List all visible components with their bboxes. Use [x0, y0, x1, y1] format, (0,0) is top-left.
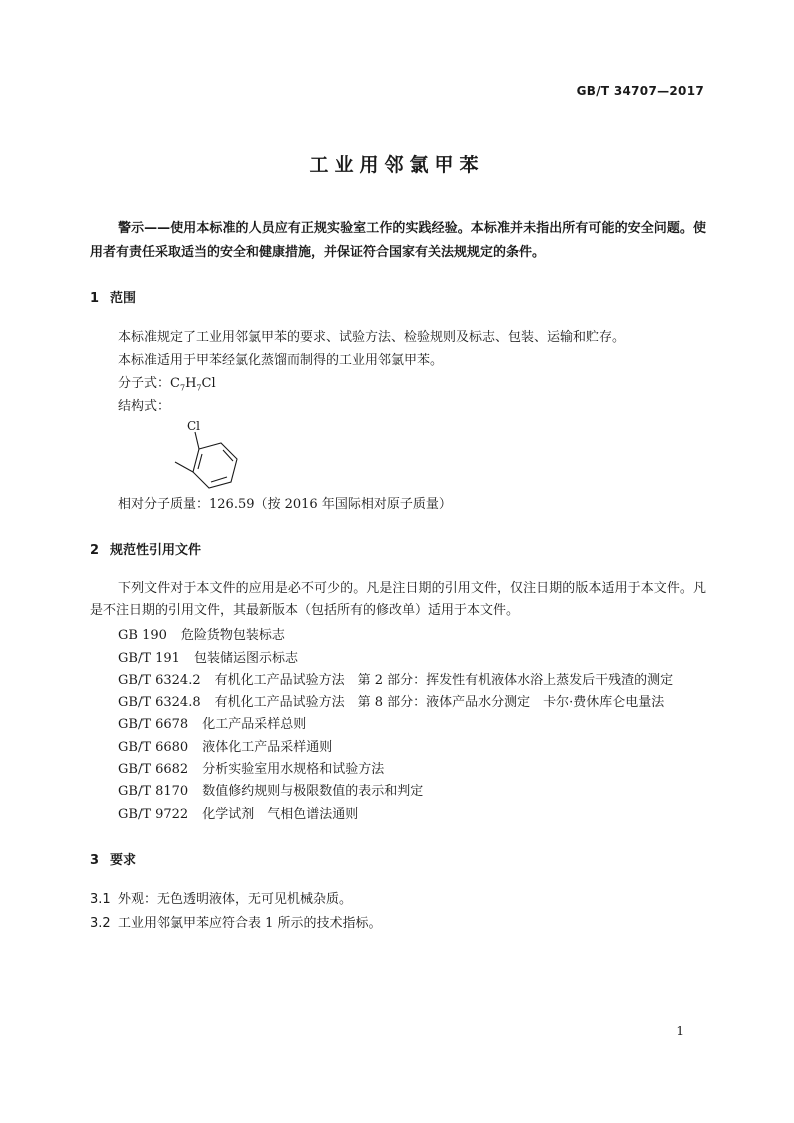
- section-number: 2: [90, 543, 100, 558]
- scope-paragraph-1: 本标准规定了工业用邻氯甲苯的要求、试验方法、检验规则及标志、包装、运输和贮存。: [118, 330, 626, 345]
- reference-item: [118, 691, 664, 710]
- scope-paragraph-2: 本标准适用于甲苯经氯化蒸馏而制得的工业用邻氯甲苯。: [118, 353, 444, 368]
- reference-item: [118, 758, 384, 777]
- requirement-text: 外观：无色透明液体，无可见机械杂质。: [118, 892, 353, 907]
- reference-item: [118, 803, 358, 822]
- inner-double-bond-2: [211, 477, 227, 482]
- reference-code: GB/T 8170: [118, 784, 189, 799]
- section-number: 3: [90, 853, 100, 868]
- reference-code: GB 190: [118, 628, 167, 643]
- reference-code: GB/T 6324.8: [118, 695, 201, 710]
- structure-label: 结构式：: [118, 399, 171, 414]
- section-title: 要求: [110, 853, 137, 868]
- formula-label: 分子式：: [118, 376, 171, 391]
- reference-code: GB/T 6324.2: [118, 673, 201, 688]
- reference-item: [118, 736, 332, 755]
- reference-title: 包装储运图示标志: [193, 651, 298, 666]
- reference-code: GB/T 191: [118, 651, 180, 666]
- requirement-item: [90, 888, 352, 907]
- reference-item: [118, 647, 298, 666]
- document-title: 工业用邻氯甲苯: [309, 154, 485, 176]
- reference-title: 有机化工产品试验方法 第 8 部分：液体产品水分测定 卡尔·费休库仑电量法: [214, 695, 665, 710]
- methyl-bond: [175, 462, 193, 472]
- reference-item: [118, 780, 423, 799]
- requirement-number: 3.2: [90, 916, 111, 931]
- requirement-text: 工业用邻氯甲苯应符合表 1 所示的技术指标。: [118, 916, 382, 931]
- reference-item: [118, 713, 306, 732]
- structure-cl-label: Cl: [187, 419, 201, 433]
- reference-title: 液体化工产品采样通则: [202, 740, 333, 755]
- structural-formula-diagram: [165, 412, 255, 492]
- warning-paragraph: 警示——使用本标准的人员应有正规实验室工作的实践经验。本标准并未指出所有可能的安全问题。使用者有责任采取适当的安全和健康措施，并保证符合国家有关法规规定的条件。: [90, 221, 706, 260]
- page-number: 1: [676, 1024, 684, 1038]
- formula-c-sub: 7: [179, 383, 186, 393]
- reference-title: 数值修约规则与极限数值的表示和判定: [202, 784, 424, 799]
- molar-mass: 相对分子质量：126.59（按 2016 年国际相对原子质量）: [118, 497, 452, 512]
- formula-cl: Cl: [201, 376, 216, 391]
- reference-code: GB/T 6680: [118, 740, 189, 755]
- reference-title: 危险货物包装标志: [180, 628, 285, 643]
- reference-title: 分析实验室用水规格和试验方法: [202, 762, 385, 777]
- reference-title: 有机化工产品试验方法 第 2 部分：挥发性有机液体水浴上蒸发后干残渣的测定: [214, 673, 674, 688]
- reference-code: GB/T 6682: [118, 762, 189, 777]
- section-number: 1: [90, 291, 100, 306]
- reference-item: [118, 669, 673, 688]
- cl-bond: [195, 432, 199, 449]
- formula-h-sub: 7: [196, 383, 202, 393]
- section-2-heading: [90, 539, 201, 558]
- standard-code: GB/T 34707—2017: [576, 84, 704, 98]
- formula-h: H: [185, 376, 197, 391]
- section-title: 规范性引用文件: [110, 543, 202, 558]
- section-1-heading: [90, 287, 136, 306]
- requirement-number: 3.1: [90, 892, 111, 907]
- reference-code: GB/T 9722: [118, 807, 189, 822]
- reference-title: 化工产品采样总则: [202, 717, 307, 732]
- references-intro: 下列文件对于本文件的应用是必不可少的。凡是注日期的引用文件，仅注日期的版本适用于本文件。凡是不注日期的引用文件，其最新版本（包括所有的修改单）适用于本文件。: [90, 581, 706, 618]
- requirement-item: [90, 912, 382, 931]
- reference-code: GB/T 6678: [118, 717, 189, 732]
- reference-item: [118, 624, 285, 643]
- inner-double-bond-3: [198, 454, 202, 469]
- section-title: 范围: [110, 291, 137, 306]
- inner-double-bond-1: [223, 450, 233, 461]
- molecular-formula: [118, 372, 216, 393]
- reference-title: 化学试剂 气相色谱法通则: [202, 807, 359, 822]
- section-3-heading: [90, 849, 136, 868]
- formula-c: C: [170, 376, 180, 391]
